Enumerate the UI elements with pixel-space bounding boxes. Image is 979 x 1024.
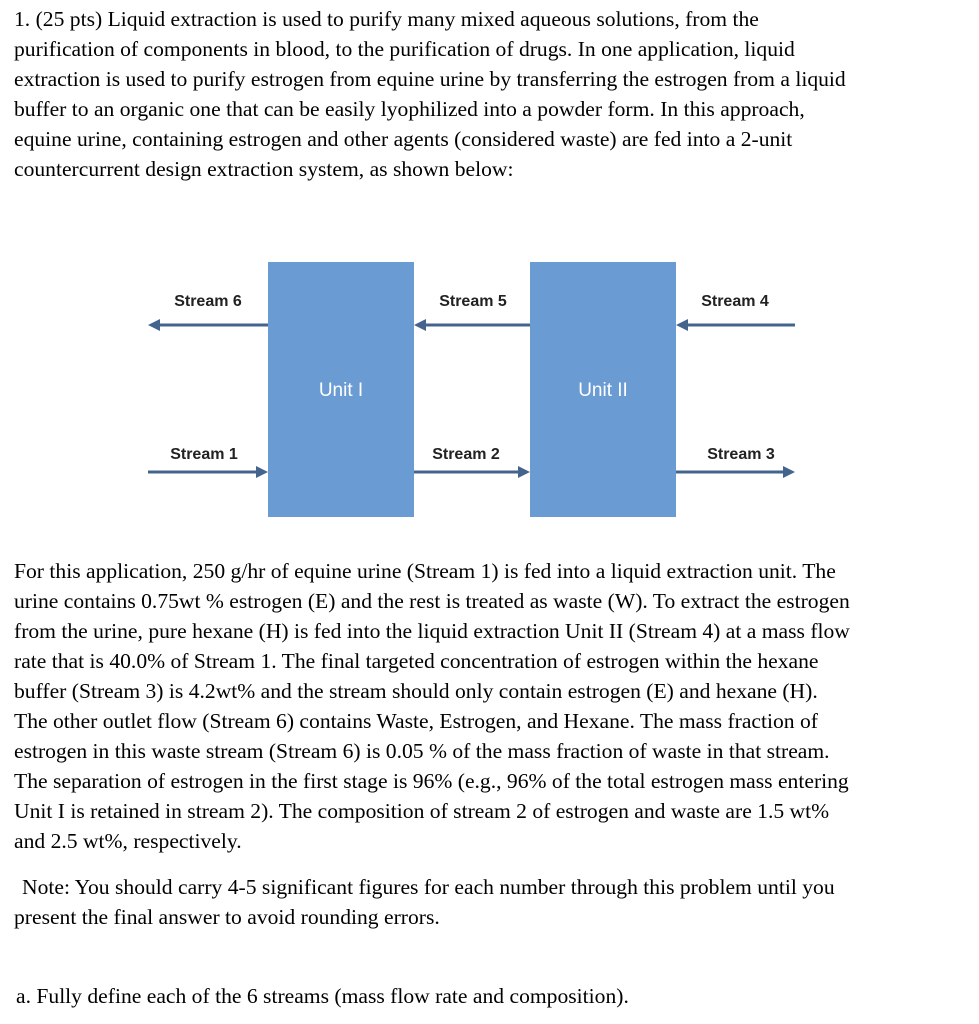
extraction-diagram <box>0 250 979 530</box>
text-line: Note: You should carry 4-5 significant figures for each number through this problem until you <box>22 875 835 899</box>
unit-1-label: Unit I <box>318 380 364 401</box>
unit-2-label: Unit II <box>578 380 628 401</box>
text-line: buffer to an organic one that can be easily lyophilized into a powder form. In this approach, <box>14 97 805 121</box>
stream-6-arrow <box>148 319 268 331</box>
question-a <box>16 981 629 1011</box>
text-line: estrogen in this waste stream (Stream 6) is 0.05 % of the mass fraction of waste in that stream. <box>14 739 830 763</box>
stream-1-arrow <box>148 466 268 478</box>
text-line: present the final answer to avoid rounding errors. <box>14 905 440 929</box>
stream-2-arrow <box>414 466 530 478</box>
text-line: The separation of estrogen in the first stage is 96% (e.g., 96% of the total estrogen mass entering <box>14 769 849 793</box>
problem-details <box>14 556 850 856</box>
stream-3-label: Stream 3 <box>707 446 775 463</box>
text-line: The other outlet flow (Stream 6) contains Waste, Estrogen, and Hexane. The mass fraction of <box>14 709 818 733</box>
text-line: 1. (25 pts) Liquid extraction is used to purify many mixed aqueous solutions, from the <box>14 7 759 31</box>
stream-4-arrow <box>676 319 795 331</box>
note-paragraph <box>14 872 835 932</box>
stream-4-label: Stream 4 <box>701 293 769 310</box>
stream-5-label: Stream 5 <box>439 293 507 310</box>
text-line: countercurrent design extraction system, as shown below: <box>14 157 514 181</box>
stream-3-arrow <box>676 466 795 478</box>
text-line: buffer (Stream 3) is 4.2wt% and the stream should only contain estrogen (E) and hexane (H). <box>14 679 818 703</box>
text-line: urine contains 0.75wt % estrogen (E) and the rest is treated as waste (W). To extract the estrogen <box>14 589 850 613</box>
stream-5-arrow <box>414 319 530 331</box>
text-line: rate that is 40.0% of Stream 1. The final targeted concentration of estrogen within the hexane <box>14 649 819 673</box>
text-line: For this application, 250 g/hr of equine urine (Stream 1) is fed into a liquid extraction unit. The <box>14 559 836 583</box>
stream-1-label: Stream 1 <box>170 446 238 463</box>
stream-6-label: Stream 6 <box>174 293 242 310</box>
text-line: purification of components in blood, to the purification of drugs. In one application, liquid <box>14 37 795 61</box>
text-line: equine urine, containing estrogen and other agents (considered waste) are fed into a 2-unit <box>14 127 793 151</box>
text-line: from the urine, pure hexane (H) is fed into the liquid extraction Unit II (Stream 4) at a mass flow <box>14 619 850 643</box>
text-line: a. Fully define each of the 6 streams (mass flow rate and composition). <box>16 984 629 1008</box>
problem-intro <box>14 4 846 184</box>
text-line: and 2.5 wt%, respectively. <box>14 829 242 853</box>
text-line: extraction is used to purify estrogen from equine urine by transferring the estrogen from a liquid <box>14 67 846 91</box>
text-line: Unit I is retained in stream 2). The composition of stream 2 of estrogen and waste are 1.5 wt% <box>14 799 830 823</box>
stream-2-label: Stream 2 <box>432 446 500 463</box>
